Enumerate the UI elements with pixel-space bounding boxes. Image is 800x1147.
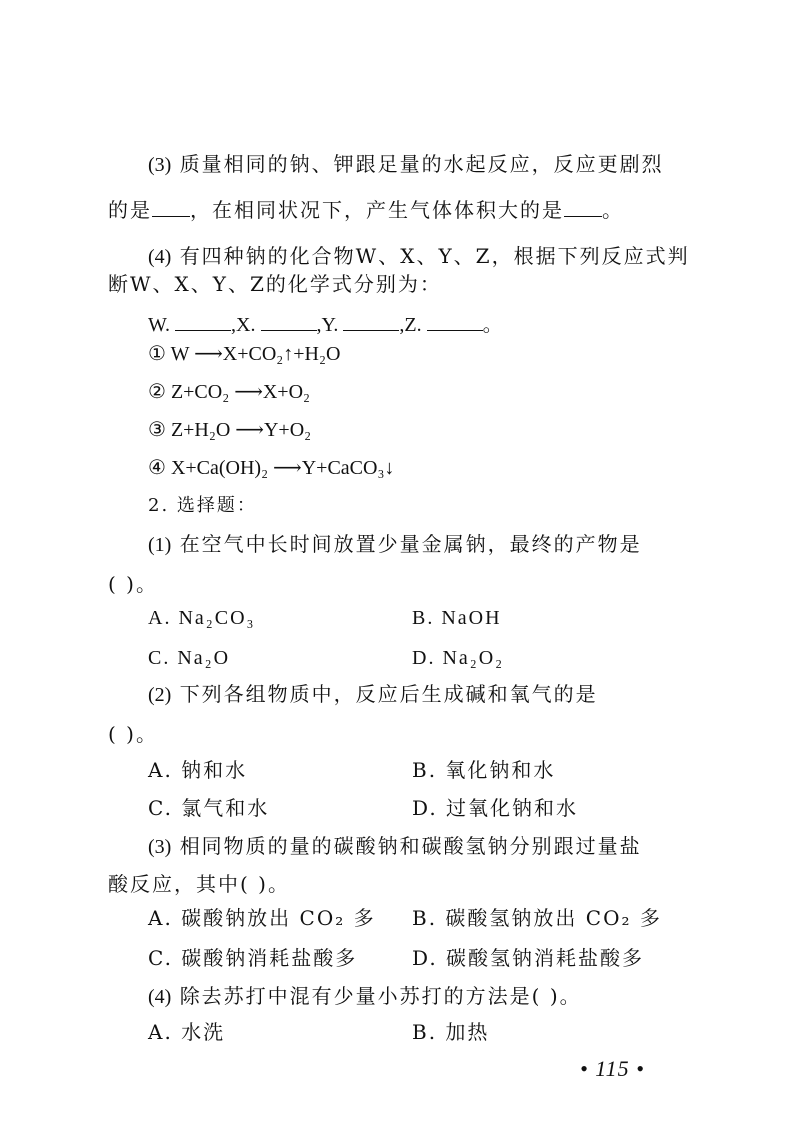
blank-label-y: Y. [321,314,339,336]
mc-question-1-line2: ( )。 [108,572,158,596]
question-text: ，在相同状况下，产生气体体积大的是 [190,198,564,222]
question-4-line2 [108,272,442,296]
option-a[interactable]: A. 碳酸钠放出 CO₂ 多 [148,906,376,930]
answer-blank-x[interactable] [261,312,317,331]
reaction-3 [148,418,311,442]
question-label: (3) [148,154,172,176]
section-title: 2. 选择题： [148,495,257,516]
reaction-equation: Z+CO₂ ⟶X+O₂ [170,381,310,403]
option-b[interactable]: B. NaOH [412,607,502,629]
option-a[interactable]: A. 钠和水 [148,758,248,782]
option-a[interactable]: A. Na₂CO₃ [148,607,256,629]
question-label: (4) [148,986,172,1008]
question-text: 除去苏打中混有少量小苏打的方法是( )。 [179,984,582,1008]
page-number-value: 115 [595,1056,630,1081]
separator: , [231,314,237,336]
separator: 。 [482,314,503,336]
answer-blank[interactable] [152,198,190,217]
reaction-number: ① [148,343,166,365]
answer-blank-w[interactable] [175,312,231,331]
blank-label-z: Z. [404,314,422,336]
option-c[interactable]: C. 氯气和水 [148,796,270,820]
question-text: 在空气中长时间放置少量金属钠，最终的产物是 [179,532,642,556]
separator: , [316,314,322,336]
question-3-line1 [148,152,664,177]
answer-blank-y[interactable] [343,312,399,331]
question-3-line2 [108,198,624,222]
reaction-equation: W ⟶X+CO₂↑+H₂O [170,343,341,365]
question-text: 有四种钠的化合物W、X、Y、Z，根据下列反应式判 [179,244,690,268]
question-4-line1 [148,244,690,269]
mc-question-3-line1 [148,834,642,859]
option-d[interactable]: D. 碳酸氢钠消耗盐酸多 [412,946,645,970]
question-text: 下列各组物质中，反应后生成碱和氧气的是 [179,682,598,706]
blank-label-x: X. [236,314,256,336]
reaction-equation: X+Ca(OH)₂ ⟶Y+CaCO₃↓ [170,457,395,479]
option-a[interactable]: A. 水洗 [148,1020,226,1044]
reaction-1 [148,342,340,366]
reaction-number: ③ [148,419,166,441]
page-number [580,1056,645,1082]
mc-question-4-line1 [148,984,582,1009]
blank-label-w: W. [148,314,171,336]
question-text: 。 [602,198,624,222]
question-label: (2) [148,684,172,706]
option-b[interactable]: B. 氧化钠和水 [412,758,556,782]
reaction-equation: Z+H₂O ⟶Y+O₂ [170,419,312,441]
option-d[interactable]: D. Na₂O₂ [412,647,505,669]
question-label: (1) [148,534,172,556]
option-d[interactable]: D. 过氧化钠和水 [412,796,579,820]
reaction-number: ④ [148,457,166,479]
mc-question-3-line2: 酸反应，其中( )。 [108,872,290,896]
answer-blank[interactable] [564,198,602,217]
option-c[interactable]: C. 碳酸钠消耗盐酸多 [148,946,358,970]
reaction-number: ② [148,381,166,403]
mc-question-1-line1 [148,532,642,557]
option-c[interactable]: C. Na₂O [148,647,231,669]
question-text: 断W、X、Y、Z的化学式分别为： [108,272,442,296]
option-b[interactable]: B. 加热 [412,1020,490,1044]
mc-question-2-line2: ( )。 [108,722,158,746]
bullet-dot-icon: • [636,1056,645,1081]
reaction-2 [148,380,310,404]
formula-blanks-row [148,312,503,337]
question-label: (4) [148,246,172,268]
mc-question-2-line1 [148,682,598,707]
option-b[interactable]: B. 碳酸氢钠放出 CO₂ 多 [412,906,662,930]
answer-blank-z[interactable] [427,312,483,331]
separator: , [399,314,405,336]
question-text: 质量相同的钠、钾跟足量的水起反应，反应更剧烈 [179,152,664,176]
question-label: (3) [148,836,172,858]
question-text: 的是 [108,198,152,222]
question-text: 相同物质的量的碳酸钠和碳酸氢钠分别跟过量盐 [179,834,642,858]
reaction-4 [148,456,394,480]
bullet-dot-icon: • [580,1056,589,1081]
